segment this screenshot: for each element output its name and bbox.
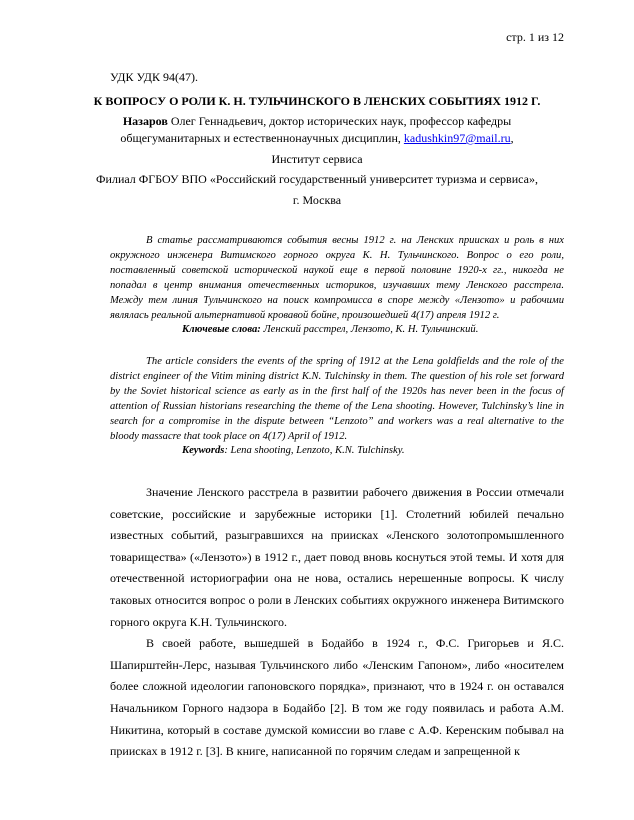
author-surname: Назаров [122,114,168,128]
udk-code: УДК УДК 94(47). [110,70,198,84]
city: г. Москва [292,193,342,207]
body-paragraph-2: В своей работе, вышедшей в Бодайбо в 1924 г., Ф.С. Григорьев и Я.С. Шапирштейн-Лерс, называя Тульчинского либо «Ленским Гапоном», либо «носителем более сложной идеологии гапоновского порядка», признают, что в 1924 г. он оставался Начальником Горного надзора в Бодайбо [2]. В том же году появилась и работа А.М. Никитина, который в составе думской комиссии во главе с А.Ф. Керенским побывал на приисках в 1912 г. [3]. В книге, написанной по горячим следам и запрещенной к [110,636,564,759]
keywords-english-list: : Lena shooting, Lenzoto, K.N. Tulchinsky. [224,445,405,457]
keywords-russian [110,323,564,338]
keywords-english [110,444,564,459]
author-details: Олег Геннадьевич, доктор исторических наук, профессор кафедры [167,114,512,128]
author-email-link[interactable]: kadushkin97@mail.ru [403,131,511,145]
email-suffix: , [510,131,514,145]
article-body [110,482,564,763]
body-paragraph-1: Значение Ленского расстрела в развитии рабочего движения в России отмечали советские, российские и зарубежные историки [1]. Столетний юбилей печально известных событий, разыгравшихся на приисках «Ленского золотопромышленного товарищества» («Лензото») в 1912 г., дает повод вновь коснуться этой темы. И хотя для отечественной историографии она не нова, остались нерешенные вопросы. К числу таковых относится вопрос о роли в Ленских событиях окружного инженера Витимского горного округа К.Н. Тульчинского. [110,485,564,629]
article-title: К ВОПРОСУ О РОЛИ К. Н. ТУЛЬЧИНСКОГО В ЛЕНСКИХ СОБЫТИЯХ 1912 Г. [93,94,541,108]
abstract-russian [110,234,564,338]
author-line [60,114,574,129]
keywords-english-label: Keywords [182,445,225,457]
abstract-english-text: The article considers the events of the spring of 1912 at the Lena goldfields and the role of the district engineer of the Vitim mining district K.N. Tulchinsky in them. The question of his role set forward by the Soviet historical science as early as in the first half of the 1920s has never been in the focus of attention of Russian historians researching the theme of the Lena shooting. However, Tulchinsky’s line in search for a compromise in the dispute between “Lenzoto” and workers was a real alternative to the bloody massacre that took place on 4(17) April of 1912. [110,356,564,442]
author-department [60,131,574,146]
institute-name: Институт сервиса [271,152,363,166]
branch-name: Филиал ФГБОУ ВПО «Российский государственный университет туризма и сервиса», [96,172,538,186]
page-number: стр. 1 из 12 [506,30,564,44]
abstract-english [110,355,564,459]
keywords-russian-list: Ленский расстрел, Лензото, К. Н. Тульчинский. [260,324,479,336]
keywords-russian-label: Ключевые слова: [182,324,261,336]
department-text: общегуманитарных и естественнонаучных дисциплин, [120,131,404,145]
abstract-russian-text: В статье рассматриваются события весны 1912 г. на Ленских приисках и роль в них окружного инженера Витимского горного округа К. Н. Тульчинского. Вопрос о его роли, поставленный советской исторической наукой еще в первой половине 1920-х гг., никогда не попадал в центр внимания отечественных историков, изучавших тему Ленского расстрела. Между тем линия Тульчинского на поиск компромисса в споре между «Лензото» и рабочими являлась реальной альтернативой кровавой бойне, произошедшей 4(17) апреля 1912 г. [110,235,564,321]
